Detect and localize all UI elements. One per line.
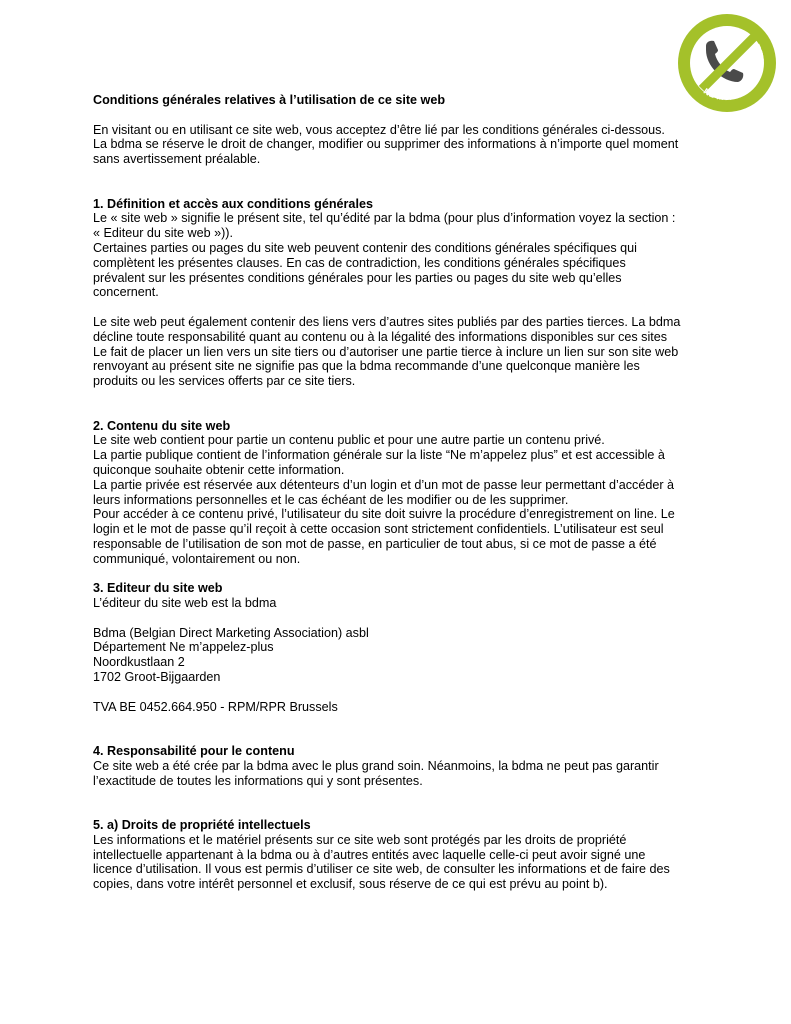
- svg-text:NE-M'APPELEZ-PLUS.BE: NE-M'APPELEZ-PLUS.BE: [701, 42, 766, 103]
- section-3-publisher-line: L’éditeur du site web est la bdma: [93, 596, 277, 611]
- section-4-heading: 4. Responsabilité pour le contenu: [93, 744, 295, 759]
- section-3-heading: 3. Editeur du site web: [93, 581, 223, 596]
- page-title: Conditions générales relatives à l’utilisation de ce site web: [93, 93, 446, 107]
- section-1-heading: 1. Définition et accès aux conditions générales: [93, 196, 373, 211]
- section-5-heading: 5. a) Droits de propriété intellectuels: [93, 818, 311, 833]
- section-2-heading: 2. Contenu du site web: [93, 418, 231, 433]
- section-1-paragraph-2: Le site web peut également contenir des liens vers d’autres sites publiés par des parties tierces. La bdma décline toute responsabilité quant au contenu ou à la légalité des informations disponibles sur ces sites Le fait de placer un lien vers un site tiers ou d’autoriser une partie tierce à inclure un lien sur son site web renvoyant au présent site ne signifie pas que la bdma recommande d’une quelconque manière les produits ou les services offerts par ce site tiers.: [93, 314, 681, 389]
- section-4-paragraph: Ce site web a été crée par la bdma avec le plus grand soin. Néanmoins, la bdma ne peut pas garantir l’exactitude de toutes les informations qui y sont présentes.: [93, 758, 659, 788]
- document-body: [93, 93, 708, 892]
- intro-paragraph: En visitant ou en utilisant ce site web, vous acceptez d’être lié par les conditions générales ci-dessous. La bdma se réserve le droit de changer, modifier ou supprimer des informations à n’importe quel moment sans avertissement préalable.: [93, 122, 679, 167]
- section-2-paragraph: Le site web contient pour partie un contenu public et pour une autre partie un contenu privé. La partie publique contient de l’information générale sur la liste “Ne m’appelez plus” et est accessible à quiconque souhaite obtenir cette information. La partie privée est réservée aux détenteurs d’un login et d’un mot de passe leur permettant d’accéder à leurs informations personnelles et le cas échéant de les modifier ou de les supprimer. Pour accéder à ce contenu privé, l’utilisateur du site doit suivre la procédure d’enregistrement on line. Le login et le mot de passe qu’il reçoit à cette occasion sont strictement confidentiels. L’utilisateur est seul responsable de l’utilisation de son mot de passe, en particulier de tout abus, si ce mot de passe a été communiqué, volontairement ou non.: [93, 433, 675, 566]
- publisher-address: Bdma (Belgian Direct Marketing Association) asbl Département Ne m’appelez-plus Noordkustlaan 2 1702 Groot-Bijgaarden: [93, 625, 369, 685]
- section-5-paragraph: Les informations et le matériel présents sur ce site web sont protégés par les droits de propriété intellectuelle appartenant à la bdma ou à d’autres entités avec laquelle celle-ci peut avoir signé une licence d’utilisation. Il vous est permis d’utiliser ce site web, de consulter les informations et de faire des copies, dans votre intérêt personnel et exclusif, sous réserve de ce qui est prévu au point b).: [93, 832, 670, 892]
- section-1-paragraph-1: Le « site web » signifie le présent site, tel qu’édité par la bdma (pour plus d’information voyez la section : « Editeur du site web »)). Certaines parties ou pages du site web peuvent contenir des conditions générales spécifiques qui complètent les présentes clauses. En cas de contradiction, les conditions générales spécifiques prévalent sur les présentes conditions générales pour les parties ou pages du site web qu’elles concernent.: [93, 211, 676, 300]
- vat-number: TVA BE 0452.664.950 - RPM/RPR Brussels: [93, 699, 338, 714]
